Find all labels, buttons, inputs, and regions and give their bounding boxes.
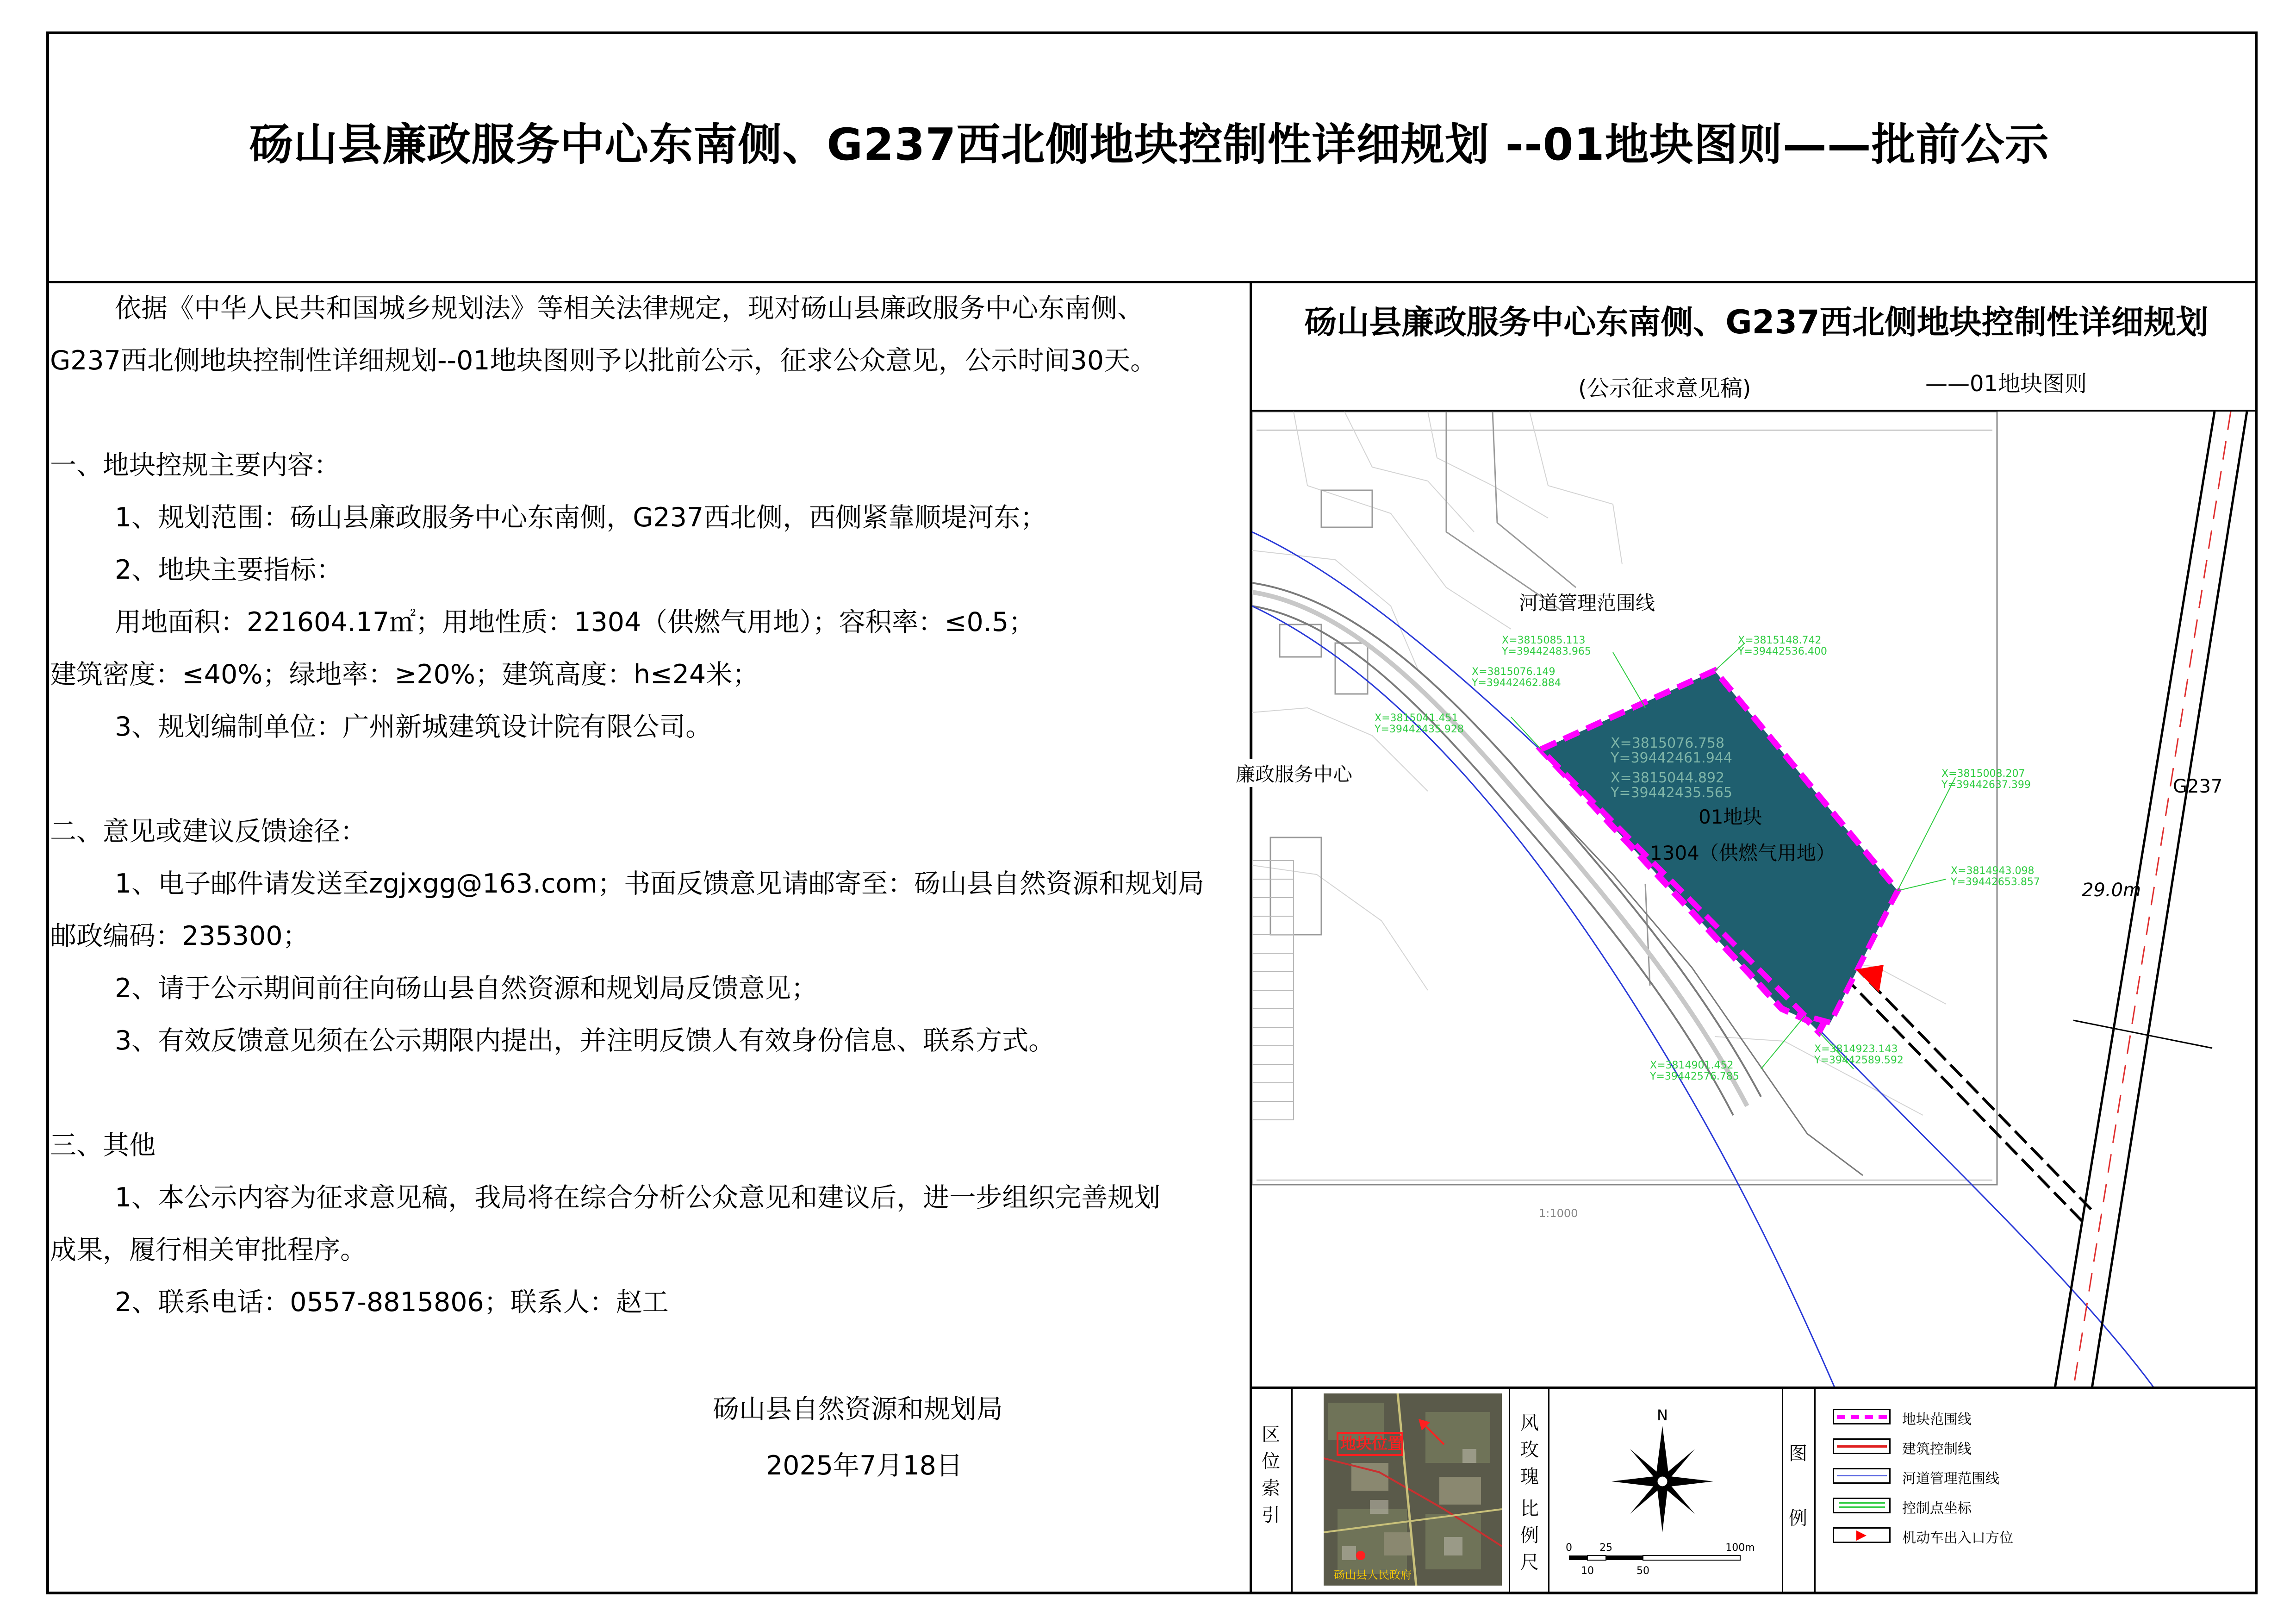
red-triangle-icon <box>1833 1527 1891 1543</box>
red-solid-line-icon <box>1833 1438 1891 1454</box>
location-index-label: 区 位 索 引 <box>1262 1424 1280 1526</box>
intro-line-1: 依据《中华人民共和国城乡规划法》等相关法律规定，现对砀山县廉政服务中心东南侧、 <box>115 293 1144 324</box>
divider-legend-label <box>1814 1387 1816 1594</box>
section2-item1-line1: 1、电子邮件请发送至zgjxgg@163.com；书面反馈意见请邮寄至：砀山县自然资源和规划局 <box>115 868 1204 899</box>
section1-indicators-2: 建筑密度：≤40%；绿地率：≥20%；建筑高度：h≤24米； <box>50 659 759 690</box>
label-road-g237: G237 <box>2173 776 2223 797</box>
divider-location-label <box>1291 1387 1293 1594</box>
section1-item2: 2、地块主要指标： <box>115 555 343 585</box>
issuer-signature: 砀山县自然资源和规划局 <box>713 1394 1003 1424</box>
svg-text:50: 50 <box>1636 1565 1649 1577</box>
magenta-dashed-line-icon <box>1833 1409 1891 1424</box>
bottom-strip-divider <box>1251 1387 2258 1389</box>
svg-text:10: 10 <box>1581 1565 1594 1577</box>
map-subtitle-draft: (公示征求意见稿) <box>1578 375 1751 401</box>
coord-7: X=3815008.207 Y=39442637.399 <box>1941 768 2031 791</box>
section1-item3: 3、规划编制单位：广州新城建筑设计院有限公司。 <box>115 712 712 742</box>
coord-8: X=3814943.098 Y=39442653.857 <box>1951 865 2040 888</box>
label-road-width: 29.0m <box>2082 880 2141 901</box>
divider-rose-image <box>1782 1387 1783 1594</box>
section2-item1-line2: 邮政编码：235300； <box>50 921 309 951</box>
coord-2: X=3815148.742 Y=39442536.400 <box>1738 635 1827 657</box>
coord-3: X=3815076.149 Y=39442462.884 <box>1472 666 1561 689</box>
coord-10: X=3814901.452 Y=39442576.785 <box>1650 1060 1739 1082</box>
label-river-line: 河道管理范围线 <box>1519 592 1655 614</box>
map-title: 砀山县廉政服务中心东南侧、G237西北侧地块控制性详细规划 <box>1304 303 2209 341</box>
intro-line-2: G237西北侧地块控制性详细规划--01地块图则予以批前公示，征求公众意见，公示时间30天。 <box>50 345 1157 376</box>
section1-item1: 1、规划范围：砀山县廉政服务中心东南侧，G237西北侧，西侧紧靠顺堤河东； <box>115 502 1047 533</box>
wind-rose-label: 风 玫 瑰 <box>1520 1412 1539 1487</box>
section3-item1-line1: 1、本公示内容为征求意见稿，我局将在综合分析公众意见和建议后，进一步组织完善规划 <box>115 1182 1161 1213</box>
label-plot-use: 1304（供燃气用地） <box>1650 842 1836 864</box>
section3-item1-line2: 成果，履行相关审批程序。 <box>50 1235 367 1265</box>
section1-indicators-1: 用地面积：221604.17㎡；用地性质：1304（供燃气用地）；容积率：≤0.5； <box>115 607 1035 637</box>
issue-date: 2025年7月18日 <box>766 1450 963 1481</box>
inset-scale: 1:1000 <box>1539 1207 1578 1220</box>
label-lianzheng-center: 廉政服务中心 <box>1236 759 1352 787</box>
svg-text:100m: 100m <box>1725 1542 1755 1554</box>
wind-rose-and-scale <box>1555 1398 1777 1593</box>
coord-4: X=3815041.451 Y=39442435.928 <box>1375 712 1464 735</box>
divider-location-image <box>1509 1387 1510 1594</box>
green-coordinate-box-icon <box>1833 1498 1891 1513</box>
page-title: 砀山县廉政服务中心东南侧、G237西北侧地块控制性详细规划 --01地块图则——批前公示 <box>249 119 2049 170</box>
coord-9: X=3814923.143 Y=39442589.592 <box>1814 1043 1904 1066</box>
section1-heading: 一、地块控规主要内容： <box>50 450 340 481</box>
road-width-dimension <box>2073 1020 2212 1048</box>
label-plot-name: 01地块 <box>1699 806 1762 828</box>
section3-heading: 三、其他 <box>50 1130 156 1161</box>
section2-item2: 2、请于公示期间前往向砀山县自然资源和规划局反馈意见； <box>115 973 818 1004</box>
wind-rose-icon <box>1612 1426 1713 1532</box>
location-satellite-map <box>1324 1393 1502 1586</box>
blue-thin-line-icon <box>1833 1468 1891 1484</box>
svg-text:25: 25 <box>1599 1542 1612 1554</box>
location-tag-plot: 地块位置 <box>1340 1435 1403 1453</box>
location-tag-government: 砀山县人民政府 <box>1334 1568 1412 1581</box>
coord-6: X=3815044.892 Y=39442435.565 <box>1611 770 1732 801</box>
section2-item3: 3、有效反馈意见须在公示期限内提出，并注明反馈人有效身份信息、联系方式。 <box>115 1025 1055 1056</box>
divider-rose-label <box>1548 1387 1549 1594</box>
section3-item2: 2、联系电话：0557-8815806；联系人：赵工 <box>115 1287 669 1318</box>
coord-1: X=3815085.113 Y=39442483.965 <box>1502 635 1591 657</box>
legend-label: 图 例 <box>1789 1443 1807 1529</box>
north-marker: N <box>1657 1406 1668 1424</box>
coord-5: X=3815076.758 Y=39442461.944 <box>1611 735 1732 766</box>
svg-text:0: 0 <box>1566 1542 1572 1554</box>
section2-heading: 二、意见或建议反馈途径： <box>50 816 367 847</box>
scale-label: 比 例 尺 <box>1520 1498 1539 1573</box>
map-subtitle-plot: ——01地块图则 <box>1925 371 2087 397</box>
notice-text <box>50 282 1253 1595</box>
scale-bar <box>1566 1542 1755 1577</box>
legend: 地块范围线 建筑控制线 河道管理范围线 控制点坐标 机动车出入口方位 <box>1833 1405 2249 1590</box>
